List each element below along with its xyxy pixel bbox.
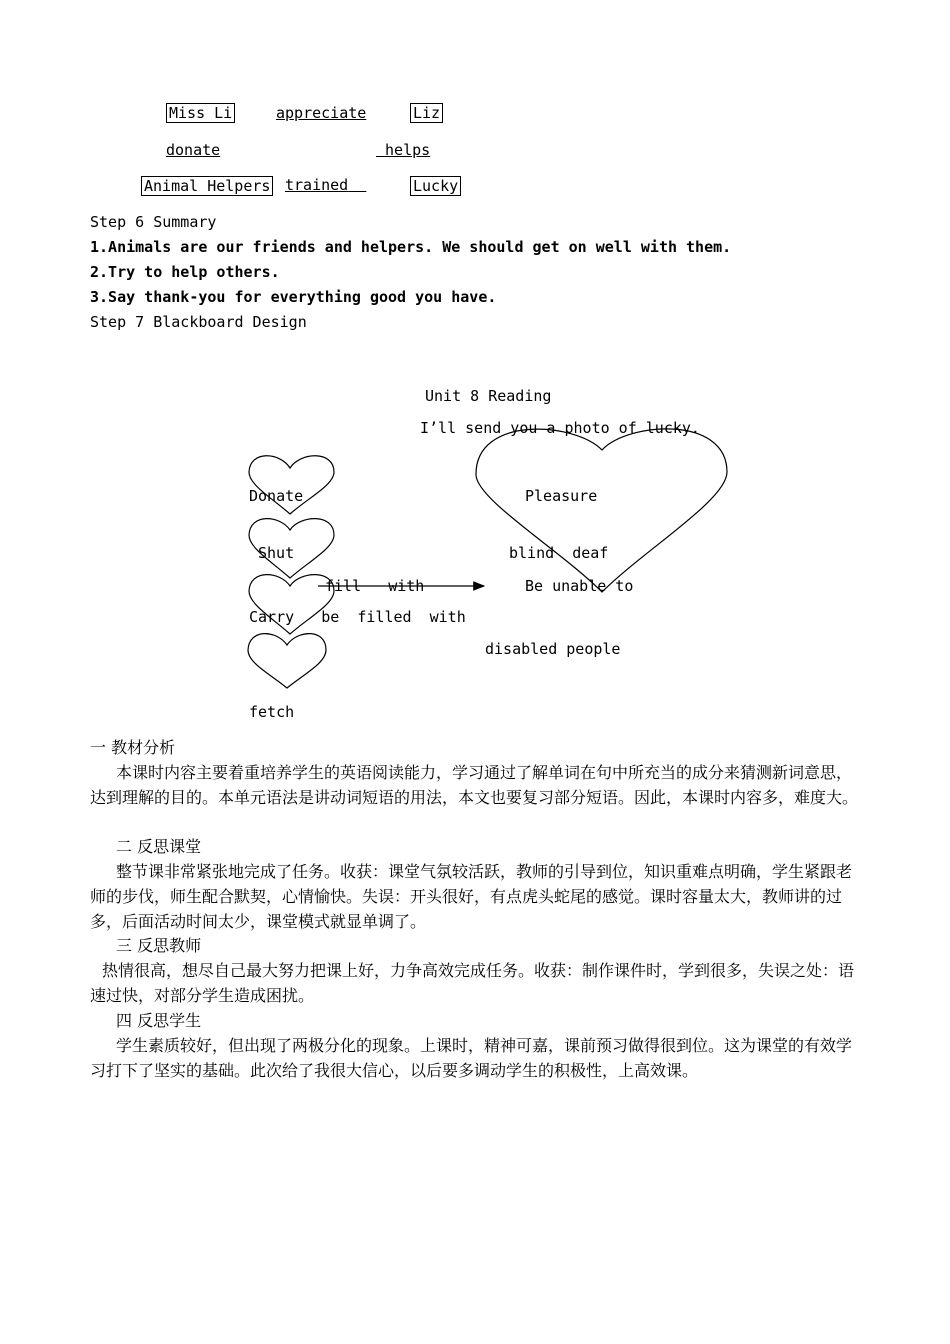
section-3-text: 热情很高，想尽自己最大努力把课上好，力争高效完成任务。收获：制作课件时，学到很多，失误之处：语速过快，对部分学生造成困扰。 bbox=[90, 961, 855, 1005]
word-left-carry: Carry be filled with bbox=[249, 608, 466, 626]
word-animal-helpers: Animal Helpers bbox=[141, 176, 273, 196]
word-donate: donate bbox=[166, 141, 221, 159]
word-left-donate: Donate bbox=[249, 487, 304, 505]
word-helps-text: helps bbox=[385, 141, 431, 159]
word-appreciate: appreciate bbox=[276, 104, 367, 122]
word-miss-li: Miss Li bbox=[166, 103, 235, 123]
blackboard-title: Unit 8 Reading bbox=[425, 387, 552, 405]
section-1-text: 本课时内容主要着重培养学生的英语阅读能力，学习通过了解单词在句中所充当的成分来猜测新词意思，达到理解的目的。本单元语法是讲动词短语的用法，本文也要复习部分短语。因此，本课时内容多，难度大。 bbox=[90, 763, 859, 807]
blackboard-subtitle: I’ll send you a photo of lucky. bbox=[420, 419, 700, 437]
section-2-heading: 二 反思课堂 bbox=[116, 837, 202, 856]
summary-heading: Step 6 Summary bbox=[90, 213, 217, 231]
word-left-fetch: fetch bbox=[249, 703, 295, 721]
blackboard-heading: Step 7 Blackboard Design bbox=[90, 313, 307, 331]
word-left-fill-with: fill with bbox=[325, 577, 425, 595]
summary-item-1: 1.Animals are our friends and helpers. We should get on well with them. bbox=[90, 238, 732, 256]
word-left-shut: Shut bbox=[258, 544, 295, 562]
word-lucky: Lucky bbox=[410, 176, 461, 196]
word-right-unable: Be unable to bbox=[525, 577, 634, 595]
section-2-text: 整节课非常紧张地完成了任务。收获：课堂气氛较活跃，教师的引导到位，知识重难点明确，学生紧跟老师的步伐，师生配合默契，心情愉快。失误：开头很好，有点虎头蛇尾的感觉。课时容量太大，教师讲的过多，后面活动时间太少，课堂模式就显单调了。 bbox=[90, 862, 853, 931]
word-right-disabled: disabled people bbox=[485, 640, 621, 658]
summary-item-3: 3.Say thank-you for everything good you have. bbox=[90, 288, 497, 306]
section-1-heading: 一 教材分析 bbox=[90, 738, 176, 757]
small-heart-1-shape bbox=[249, 456, 334, 514]
word-right-pleasure: Pleasure bbox=[525, 487, 598, 505]
word-liz: Liz bbox=[410, 103, 443, 123]
section-3-heading: 三 反思教师 bbox=[116, 936, 202, 955]
big-heart-shape bbox=[476, 429, 727, 592]
word-right-blind-deaf: blind deaf bbox=[509, 544, 609, 562]
small-heart-4-shape bbox=[248, 634, 326, 688]
section-4-text: 学生素质较好，但出现了两极分化的现象。上课时，精神可嘉，课前预习做得很到位。这为课堂的有效学习打下了坚实的基础。此次给了我很大信心，以后要多调动学生的积极性，上高效课。 bbox=[90, 1036, 853, 1080]
section-4-heading: 四 反思学生 bbox=[116, 1011, 202, 1030]
summary-item-2: 2.Try to help others. bbox=[90, 263, 280, 281]
word-trained-text: trained bbox=[285, 176, 349, 194]
